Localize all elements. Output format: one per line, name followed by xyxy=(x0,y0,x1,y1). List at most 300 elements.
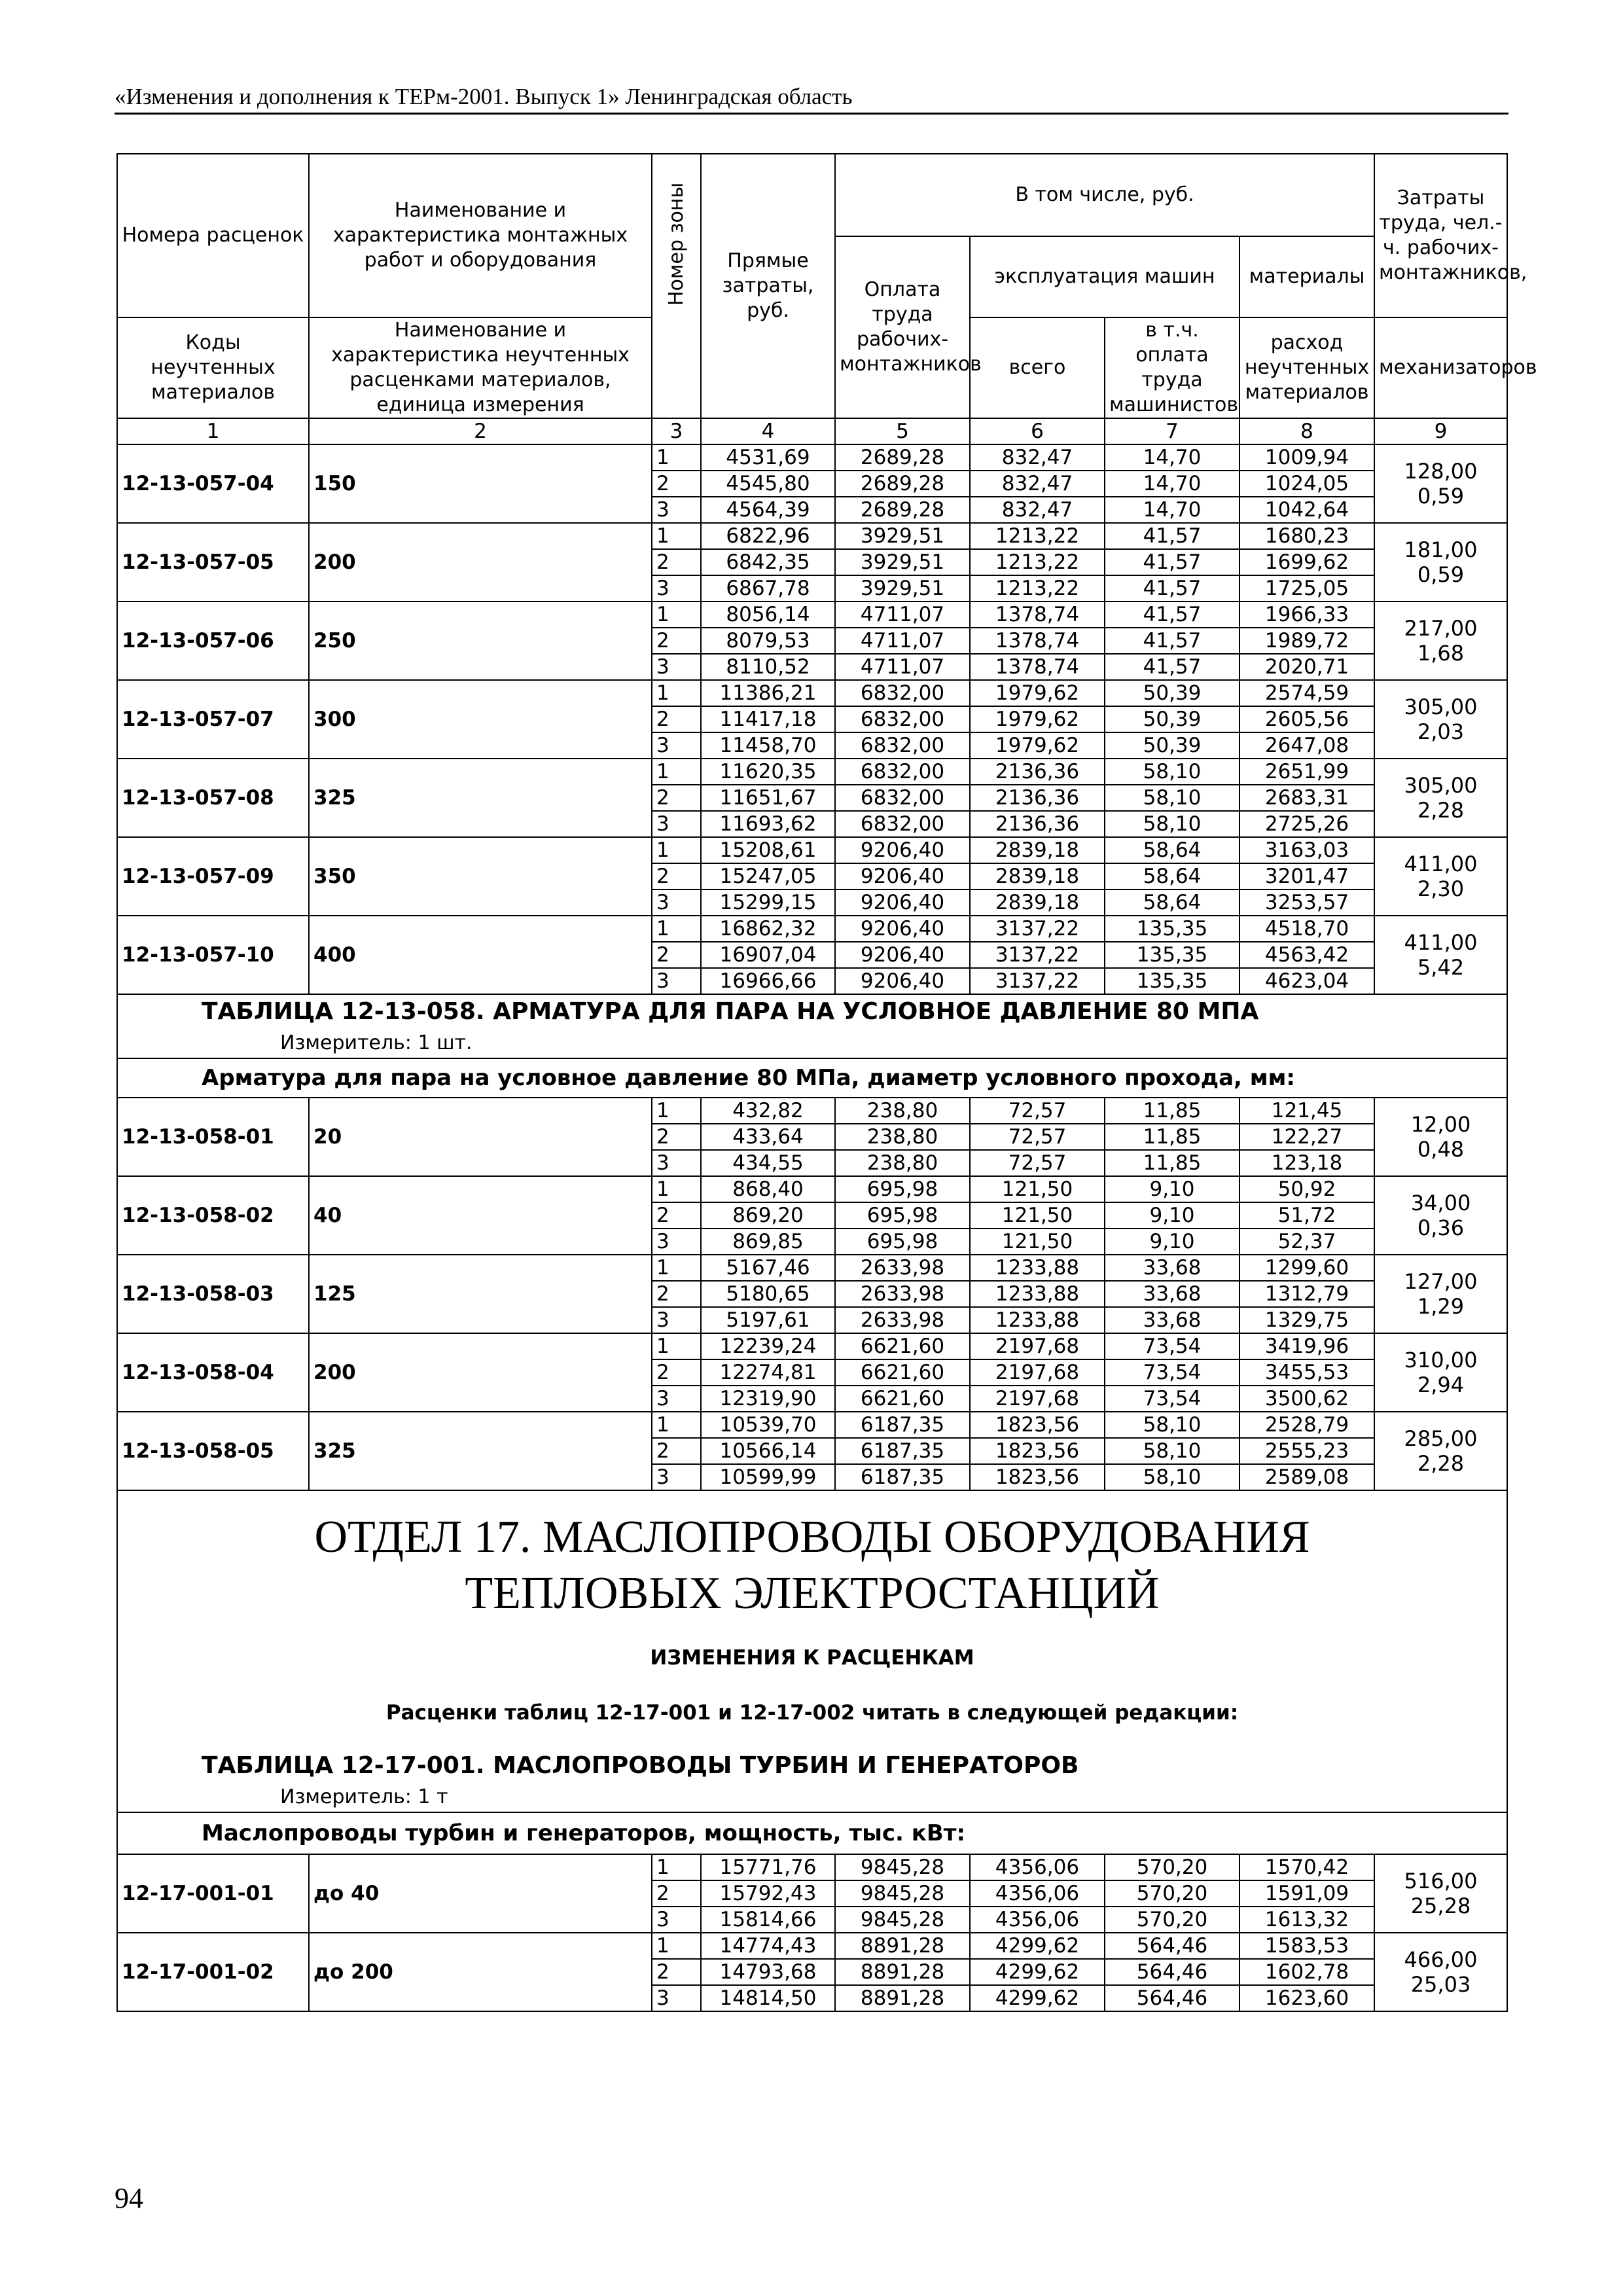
zone-number-cell: 2 xyxy=(652,1959,701,1985)
machinists-wage-cell: 564,46 xyxy=(1105,1985,1240,2011)
machinists-wage-cell: 58,10 xyxy=(1105,759,1240,785)
machinists-wage-cell: 58,10 xyxy=(1105,1412,1240,1438)
zone-number-cell: 2 xyxy=(652,1438,701,1464)
wage-cell: 6832,00 xyxy=(835,680,970,706)
materials-cell: 122,27 xyxy=(1240,1124,1374,1150)
wage-cell: 6832,00 xyxy=(835,732,970,759)
table-row xyxy=(117,601,1507,628)
labor-cell xyxy=(1374,444,1507,523)
direct-costs-cell: 14793,68 xyxy=(701,1959,835,1985)
materials-cell: 4563,42 xyxy=(1240,942,1374,968)
direct-costs-cell: 11651,67 xyxy=(701,785,835,811)
direct-costs-cell: 12319,90 xyxy=(701,1386,835,1412)
machines-cell: 2839,18 xyxy=(970,863,1105,889)
machines-cell: 72,57 xyxy=(970,1098,1105,1124)
machines-cell: 1979,62 xyxy=(970,732,1105,759)
materials-cell: 3163,03 xyxy=(1240,837,1374,863)
direct-costs-cell: 8079,53 xyxy=(701,628,835,654)
machinists-wage-cell: 33,68 xyxy=(1105,1307,1240,1333)
labor-machinists-value: 2,30 xyxy=(1417,876,1465,901)
machines-cell: 832,47 xyxy=(970,497,1105,523)
machinists-wage-cell: 33,68 xyxy=(1105,1255,1240,1281)
machines-cell: 1233,88 xyxy=(970,1281,1105,1307)
wage-cell: 238,80 xyxy=(835,1098,970,1124)
wage-cell: 6621,60 xyxy=(835,1359,970,1386)
zone-number-cell: 3 xyxy=(652,497,701,523)
direct-costs-cell: 11693,62 xyxy=(701,811,835,837)
machines-cell: 3137,22 xyxy=(970,916,1105,942)
machinists-wage-cell: 58,10 xyxy=(1105,785,1240,811)
direct-costs-cell: 11417,18 xyxy=(701,706,835,732)
direct-costs-cell: 15299,15 xyxy=(701,889,835,916)
zone-number-cell: 3 xyxy=(652,1229,701,1255)
column-number: 4 xyxy=(701,418,835,444)
direct-costs-cell: 11620,35 xyxy=(701,759,835,785)
zone-number-cell: 1 xyxy=(652,837,701,863)
machines-cell: 121,50 xyxy=(970,1202,1105,1229)
machinists-wage-cell: 50,39 xyxy=(1105,732,1240,759)
labor-workers-value: 128,00 xyxy=(1404,459,1478,484)
labor-workers-value: 285,00 xyxy=(1404,1426,1478,1451)
wage-cell: 6621,60 xyxy=(835,1386,970,1412)
wage-cell: 6832,00 xyxy=(835,785,970,811)
machines-cell: 1213,22 xyxy=(970,523,1105,549)
labor-machinists-value: 1,29 xyxy=(1417,1294,1465,1319)
zone-number-cell: 2 xyxy=(652,471,701,497)
machines-cell: 2136,36 xyxy=(970,811,1105,837)
materials-cell: 1299,60 xyxy=(1240,1255,1374,1281)
machinists-wage-cell: 570,20 xyxy=(1105,1907,1240,1933)
materials-cell: 4623,04 xyxy=(1240,968,1374,994)
rate-code: 12-13-058-04 xyxy=(117,1333,309,1412)
materials-cell: 1024,05 xyxy=(1240,471,1374,497)
wage-cell: 6187,35 xyxy=(835,1412,970,1438)
wage-cell: 6187,35 xyxy=(835,1464,970,1490)
machinists-wage-cell: 41,57 xyxy=(1105,628,1240,654)
table-058-heading xyxy=(117,994,1507,1058)
rate-name: 200 xyxy=(309,523,652,601)
materials-cell: 1680,23 xyxy=(1240,523,1374,549)
labor-machinists-value: 0,36 xyxy=(1417,1215,1465,1240)
rate-code: 12-13-058-02 xyxy=(117,1176,309,1255)
direct-costs-cell: 16907,04 xyxy=(701,942,835,968)
zone-number-cell: 2 xyxy=(652,1202,701,1229)
zone-number-cell: 2 xyxy=(652,549,701,575)
wage-cell: 3929,51 xyxy=(835,575,970,601)
header-work-name: Наименование и характеристика монтажных работ и оборудования xyxy=(309,154,652,317)
machinists-wage-cell: 73,54 xyxy=(1105,1333,1240,1359)
machinists-wage-cell: 11,85 xyxy=(1105,1124,1240,1150)
materials-cell: 3201,47 xyxy=(1240,863,1374,889)
table-058-subhead: Арматура для пара на условное давление 80 МПа, диаметр условного прохода, мм: xyxy=(202,1065,1295,1091)
materials-cell: 52,37 xyxy=(1240,1229,1374,1255)
labor-cell xyxy=(1374,1854,1507,1933)
machinists-wage-cell: 9,10 xyxy=(1105,1176,1240,1202)
machines-cell: 121,50 xyxy=(970,1176,1105,1202)
groups-c xyxy=(117,1854,1507,2011)
labor-machinists-value: 2,28 xyxy=(1417,1451,1465,1476)
zone-number-cell: 1 xyxy=(652,601,701,628)
machines-cell: 2197,68 xyxy=(970,1333,1105,1359)
rate-code: 12-13-058-05 xyxy=(117,1412,309,1490)
labor-workers-value: 12,00 xyxy=(1410,1112,1471,1137)
column-number: 1 xyxy=(117,418,309,444)
materials-cell: 123,18 xyxy=(1240,1150,1374,1176)
machines-cell: 3137,22 xyxy=(970,942,1105,968)
labor-machinists-value: 2,94 xyxy=(1417,1372,1465,1397)
direct-costs-cell: 15247,05 xyxy=(701,863,835,889)
labor-cell xyxy=(1374,680,1507,759)
machinists-wage-cell: 564,46 xyxy=(1105,1959,1240,1985)
table-17-001-subhead: Маслопроводы турбин и генераторов, мощность, тыс. кВт: xyxy=(202,1820,966,1846)
labor-cell xyxy=(1374,1255,1507,1333)
machinists-wage-cell: 570,20 xyxy=(1105,1854,1240,1880)
header-codes: Коды неучтенных материалов xyxy=(117,317,309,418)
zone-number-cell: 2 xyxy=(652,1359,701,1386)
machines-cell: 121,50 xyxy=(970,1229,1105,1255)
zone-number-cell: 2 xyxy=(652,1124,701,1150)
labor-machinists-value: 0,59 xyxy=(1417,562,1465,587)
machinists-wage-cell: 9,10 xyxy=(1105,1202,1240,1229)
wage-cell: 3929,51 xyxy=(835,523,970,549)
wage-cell: 6832,00 xyxy=(835,759,970,785)
materials-cell: 3500,62 xyxy=(1240,1386,1374,1412)
machinists-wage-cell: 50,39 xyxy=(1105,680,1240,706)
machines-cell: 2136,36 xyxy=(970,785,1105,811)
rate-name: 125 xyxy=(309,1255,652,1333)
materials-cell: 1583,53 xyxy=(1240,1933,1374,1959)
direct-costs-cell: 16966,66 xyxy=(701,968,835,994)
materials-cell: 2555,23 xyxy=(1240,1438,1374,1464)
rate-code: 12-13-058-03 xyxy=(117,1255,309,1333)
machinists-wage-cell: 58,10 xyxy=(1105,1438,1240,1464)
wage-cell: 695,98 xyxy=(835,1202,970,1229)
table-row xyxy=(117,1098,1507,1124)
zone-number-cell: 3 xyxy=(652,811,701,837)
labor-workers-value: 305,00 xyxy=(1404,773,1478,798)
zone-number-cell: 1 xyxy=(652,916,701,942)
labor-workers-value: 127,00 xyxy=(1404,1269,1478,1294)
materials-cell: 1602,78 xyxy=(1240,1959,1374,1985)
zone-number-cell: 2 xyxy=(652,1880,701,1907)
rate-name: до 200 xyxy=(309,1933,652,2011)
direct-costs-cell: 12239,24 xyxy=(701,1333,835,1359)
column-number: 8 xyxy=(1240,418,1374,444)
materials-cell: 1329,75 xyxy=(1240,1307,1374,1333)
machinists-wage-cell: 41,57 xyxy=(1105,654,1240,680)
direct-costs-cell: 4564,39 xyxy=(701,497,835,523)
labor-cell xyxy=(1374,916,1507,994)
machinists-wage-cell: 58,64 xyxy=(1105,863,1240,889)
header-machines: эксплуатация машин xyxy=(970,236,1240,317)
rate-code: 12-13-057-10 xyxy=(117,916,309,994)
materials-cell: 1009,94 xyxy=(1240,444,1374,471)
machines-cell: 1378,74 xyxy=(970,654,1105,680)
labor-cell xyxy=(1374,1098,1507,1176)
labor-workers-value: 181,00 xyxy=(1404,537,1478,562)
direct-costs-cell: 5180,65 xyxy=(701,1281,835,1307)
machinists-wage-cell: 73,54 xyxy=(1105,1386,1240,1412)
rate-name: 20 xyxy=(309,1098,652,1176)
wage-cell: 9206,40 xyxy=(835,916,970,942)
materials-cell: 2574,59 xyxy=(1240,680,1374,706)
wage-cell: 4711,07 xyxy=(835,654,970,680)
materials-cell: 1699,62 xyxy=(1240,549,1374,575)
direct-costs-cell: 10599,99 xyxy=(701,1464,835,1490)
rate-name: 150 xyxy=(309,444,652,523)
column-number: 9 xyxy=(1374,418,1507,444)
machinists-wage-cell: 73,54 xyxy=(1105,1359,1240,1386)
table-row xyxy=(117,680,1507,706)
section-17 xyxy=(117,1490,1507,1854)
machines-cell: 1233,88 xyxy=(970,1307,1105,1333)
section-17-title-line1: ОТДЕЛ 17. МАСЛОПРОВОДЫ ОБОРУДОВАНИЯ xyxy=(314,1512,1310,1562)
zone-number-cell: 2 xyxy=(652,706,701,732)
zone-number-cell: 1 xyxy=(652,1412,701,1438)
direct-costs-cell: 433,64 xyxy=(701,1124,835,1150)
rate-code: 12-17-001-01 xyxy=(117,1854,309,1933)
machines-cell: 1213,22 xyxy=(970,549,1105,575)
machines-cell: 3137,22 xyxy=(970,968,1105,994)
header-machinists-labor: механизаторов xyxy=(1374,317,1507,418)
table-row xyxy=(117,1176,1507,1202)
zone-number-cell: 1 xyxy=(652,1333,701,1359)
direct-costs-cell: 16862,32 xyxy=(701,916,835,942)
machines-cell: 1979,62 xyxy=(970,680,1105,706)
rate-code: 12-13-057-07 xyxy=(117,680,309,759)
direct-costs-cell: 8110,52 xyxy=(701,654,835,680)
labor-cell xyxy=(1374,1333,1507,1412)
direct-costs-cell: 11458,70 xyxy=(701,732,835,759)
machinists-wage-cell: 14,70 xyxy=(1105,497,1240,523)
direct-costs-cell: 869,85 xyxy=(701,1229,835,1255)
labor-machinists-value: 2,03 xyxy=(1417,719,1465,744)
wage-cell: 2633,98 xyxy=(835,1281,970,1307)
direct-costs-cell: 6842,35 xyxy=(701,549,835,575)
materials-cell: 2020,71 xyxy=(1240,654,1374,680)
labor-cell xyxy=(1374,1176,1507,1255)
rate-code: 12-13-057-08 xyxy=(117,759,309,837)
zone-number-cell: 3 xyxy=(652,1150,701,1176)
materials-cell: 2605,56 xyxy=(1240,706,1374,732)
zone-number-cell: 3 xyxy=(652,889,701,916)
direct-costs-cell: 15208,61 xyxy=(701,837,835,863)
machines-cell: 2197,68 xyxy=(970,1359,1105,1386)
materials-cell: 1725,05 xyxy=(1240,575,1374,601)
machinists-wage-cell: 14,70 xyxy=(1105,471,1240,497)
section-17-changes: ИЗМЕНЕНИЯ К РАСЦЕНКАМ xyxy=(650,1646,974,1670)
rate-code: 12-13-057-04 xyxy=(117,444,309,523)
section-17-note: Расценки таблиц 12-17-001 и 12-17-002 читать в следующей редакции: xyxy=(385,1701,1239,1725)
rate-name: 325 xyxy=(309,759,652,837)
direct-costs-cell: 10539,70 xyxy=(701,1412,835,1438)
header-unaccounted-use: расход неучтенных материалов xyxy=(1240,317,1374,418)
machinists-wage-cell: 58,64 xyxy=(1105,889,1240,916)
direct-costs-cell: 5197,61 xyxy=(701,1307,835,1333)
machines-cell: 4299,62 xyxy=(970,1985,1105,2011)
machines-cell: 1823,56 xyxy=(970,1438,1105,1464)
wage-cell: 6187,35 xyxy=(835,1438,970,1464)
wage-cell: 2689,28 xyxy=(835,471,970,497)
wage-cell: 9206,40 xyxy=(835,968,970,994)
zone-number-cell: 3 xyxy=(652,968,701,994)
materials-cell: 51,72 xyxy=(1240,1202,1374,1229)
machines-cell: 2136,36 xyxy=(970,759,1105,785)
zone-number-cell: 1 xyxy=(652,759,701,785)
rate-name: 350 xyxy=(309,837,652,916)
column-number: 5 xyxy=(835,418,970,444)
zone-number-cell: 1 xyxy=(652,1854,701,1880)
table-058-meter: Измеритель: 1 шт. xyxy=(280,1031,473,1054)
labor-workers-value: 305,00 xyxy=(1404,694,1478,719)
rates-table xyxy=(116,153,1537,2012)
rate-code: 12-17-001-02 xyxy=(117,1933,309,2011)
materials-cell: 1613,32 xyxy=(1240,1907,1374,1933)
rate-name: 400 xyxy=(309,916,652,994)
zone-number-cell: 1 xyxy=(652,1255,701,1281)
zone-number-cell: 3 xyxy=(652,1464,701,1490)
direct-costs-cell: 14814,50 xyxy=(701,1985,835,2011)
wage-cell: 9845,28 xyxy=(835,1854,970,1880)
direct-costs-cell: 4545,80 xyxy=(701,471,835,497)
labor-workers-value: 310,00 xyxy=(1404,1348,1478,1372)
page-number: 94 xyxy=(115,2182,143,2214)
machinists-wage-cell: 41,57 xyxy=(1105,601,1240,628)
labor-cell xyxy=(1374,759,1507,837)
table-row xyxy=(117,1854,1507,1880)
direct-costs-cell: 15771,76 xyxy=(701,1854,835,1880)
table-17-001-meter: Измеритель: 1 т xyxy=(280,1785,448,1808)
table-row xyxy=(117,916,1507,942)
machines-cell: 1233,88 xyxy=(970,1255,1105,1281)
labor-workers-value: 411,00 xyxy=(1404,852,1478,876)
wage-cell: 8891,28 xyxy=(835,1959,970,1985)
section-17-title-line2: ТЕПЛОВЫХ ЭЛЕКТРОСТАНЦИЙ xyxy=(465,1568,1160,1619)
table-header xyxy=(117,154,1537,444)
table-row xyxy=(117,837,1507,863)
machinists-wage-cell: 41,57 xyxy=(1105,549,1240,575)
materials-cell: 1591,09 xyxy=(1240,1880,1374,1907)
zone-number-cell: 1 xyxy=(652,444,701,471)
zone-number-cell: 3 xyxy=(652,732,701,759)
table-17-001-subhead-cell xyxy=(117,1812,1507,1854)
header-zone-number-text: Номер зоны xyxy=(664,182,688,306)
wage-cell: 238,80 xyxy=(835,1124,970,1150)
wage-cell: 2633,98 xyxy=(835,1255,970,1281)
header-direct-costs: Прямые затраты, руб. xyxy=(701,154,835,418)
direct-costs-cell: 4531,69 xyxy=(701,444,835,471)
materials-cell: 3455,53 xyxy=(1240,1359,1374,1386)
zone-number-cell: 2 xyxy=(652,942,701,968)
rate-name: 325 xyxy=(309,1412,652,1490)
machinists-wage-cell: 11,85 xyxy=(1105,1150,1240,1176)
column-number: 2 xyxy=(309,418,652,444)
wage-cell: 6621,60 xyxy=(835,1333,970,1359)
materials-cell: 1042,64 xyxy=(1240,497,1374,523)
zone-number-cell: 3 xyxy=(652,1985,701,2011)
header-zone-number xyxy=(652,154,701,418)
direct-costs-cell: 10566,14 xyxy=(701,1438,835,1464)
machinists-wage-cell: 135,35 xyxy=(1105,968,1240,994)
machines-cell: 2839,18 xyxy=(970,889,1105,916)
wage-cell: 4711,07 xyxy=(835,601,970,628)
table-row xyxy=(117,759,1507,785)
machines-cell: 1213,22 xyxy=(970,575,1105,601)
table-row xyxy=(117,1255,1507,1281)
direct-costs-cell: 8056,14 xyxy=(701,601,835,628)
machinists-wage-cell: 135,35 xyxy=(1105,942,1240,968)
direct-costs-cell: 11386,21 xyxy=(701,680,835,706)
header-wage: Оплата труда рабочих-монтажников xyxy=(835,236,970,418)
machines-cell: 2197,68 xyxy=(970,1386,1105,1412)
direct-costs-cell: 12274,81 xyxy=(701,1359,835,1386)
zone-number-cell: 1 xyxy=(652,1098,701,1124)
header-machinists-wage: в т.ч. оплата труда машинистов xyxy=(1105,317,1240,418)
header-including: В том числе, руб. xyxy=(835,154,1374,236)
materials-cell: 1966,33 xyxy=(1240,601,1374,628)
direct-costs-cell: 15792,43 xyxy=(701,1880,835,1907)
machines-cell: 1378,74 xyxy=(970,628,1105,654)
labor-machinists-value: 1,68 xyxy=(1417,641,1465,666)
machinists-wage-cell: 58,64 xyxy=(1105,837,1240,863)
materials-cell: 4518,70 xyxy=(1240,916,1374,942)
materials-cell: 50,92 xyxy=(1240,1176,1374,1202)
rate-name: до 40 xyxy=(309,1854,652,1933)
machinists-wage-cell: 11,85 xyxy=(1105,1098,1240,1124)
rate-name: 300 xyxy=(309,680,652,759)
rate-name: 200 xyxy=(309,1333,652,1412)
materials-cell: 2725,26 xyxy=(1240,811,1374,837)
wage-cell: 9845,28 xyxy=(835,1880,970,1907)
materials-cell: 2651,99 xyxy=(1240,759,1374,785)
zone-number-cell: 1 xyxy=(652,1933,701,1959)
table-row xyxy=(117,523,1507,549)
zone-number-cell: 2 xyxy=(652,863,701,889)
rate-name: 250 xyxy=(309,601,652,680)
machinists-wage-cell: 33,68 xyxy=(1105,1281,1240,1307)
labor-cell xyxy=(1374,1933,1507,2011)
machines-cell: 832,47 xyxy=(970,471,1105,497)
wage-cell: 9845,28 xyxy=(835,1907,970,1933)
column-number: 7 xyxy=(1105,418,1240,444)
labor-machinists-value: 0,59 xyxy=(1417,484,1465,509)
machinists-wage-cell: 58,10 xyxy=(1105,1464,1240,1490)
wage-cell: 8891,28 xyxy=(835,1985,970,2011)
zone-number-cell: 3 xyxy=(652,1907,701,1933)
header-materials: материалы xyxy=(1240,236,1374,317)
table-row xyxy=(117,444,1507,471)
rate-code: 12-13-058-01 xyxy=(117,1098,309,1176)
running-header: «Изменения и дополнения к ТЕРм-2001. Выпуск 1» Ленинградская область xyxy=(115,82,1508,115)
labor-workers-value: 516,00 xyxy=(1404,1869,1478,1893)
zone-number-cell: 3 xyxy=(652,1307,701,1333)
labor-machinists-value: 0,48 xyxy=(1417,1137,1465,1162)
labor-cell xyxy=(1374,1412,1507,1490)
direct-costs-cell: 434,55 xyxy=(701,1150,835,1176)
direct-costs-cell: 15814,66 xyxy=(701,1907,835,1933)
wage-cell: 6832,00 xyxy=(835,706,970,732)
materials-cell: 1623,60 xyxy=(1240,1985,1374,2011)
wage-cell: 695,98 xyxy=(835,1176,970,1202)
labor-machinists-value: 2,28 xyxy=(1417,798,1465,823)
machines-cell: 4299,62 xyxy=(970,1959,1105,1985)
wage-cell: 9206,40 xyxy=(835,863,970,889)
materials-cell: 2683,31 xyxy=(1240,785,1374,811)
wage-cell: 2689,28 xyxy=(835,497,970,523)
materials-cell: 2647,08 xyxy=(1240,732,1374,759)
table-row xyxy=(117,1412,1507,1438)
zone-number-cell: 1 xyxy=(652,523,701,549)
